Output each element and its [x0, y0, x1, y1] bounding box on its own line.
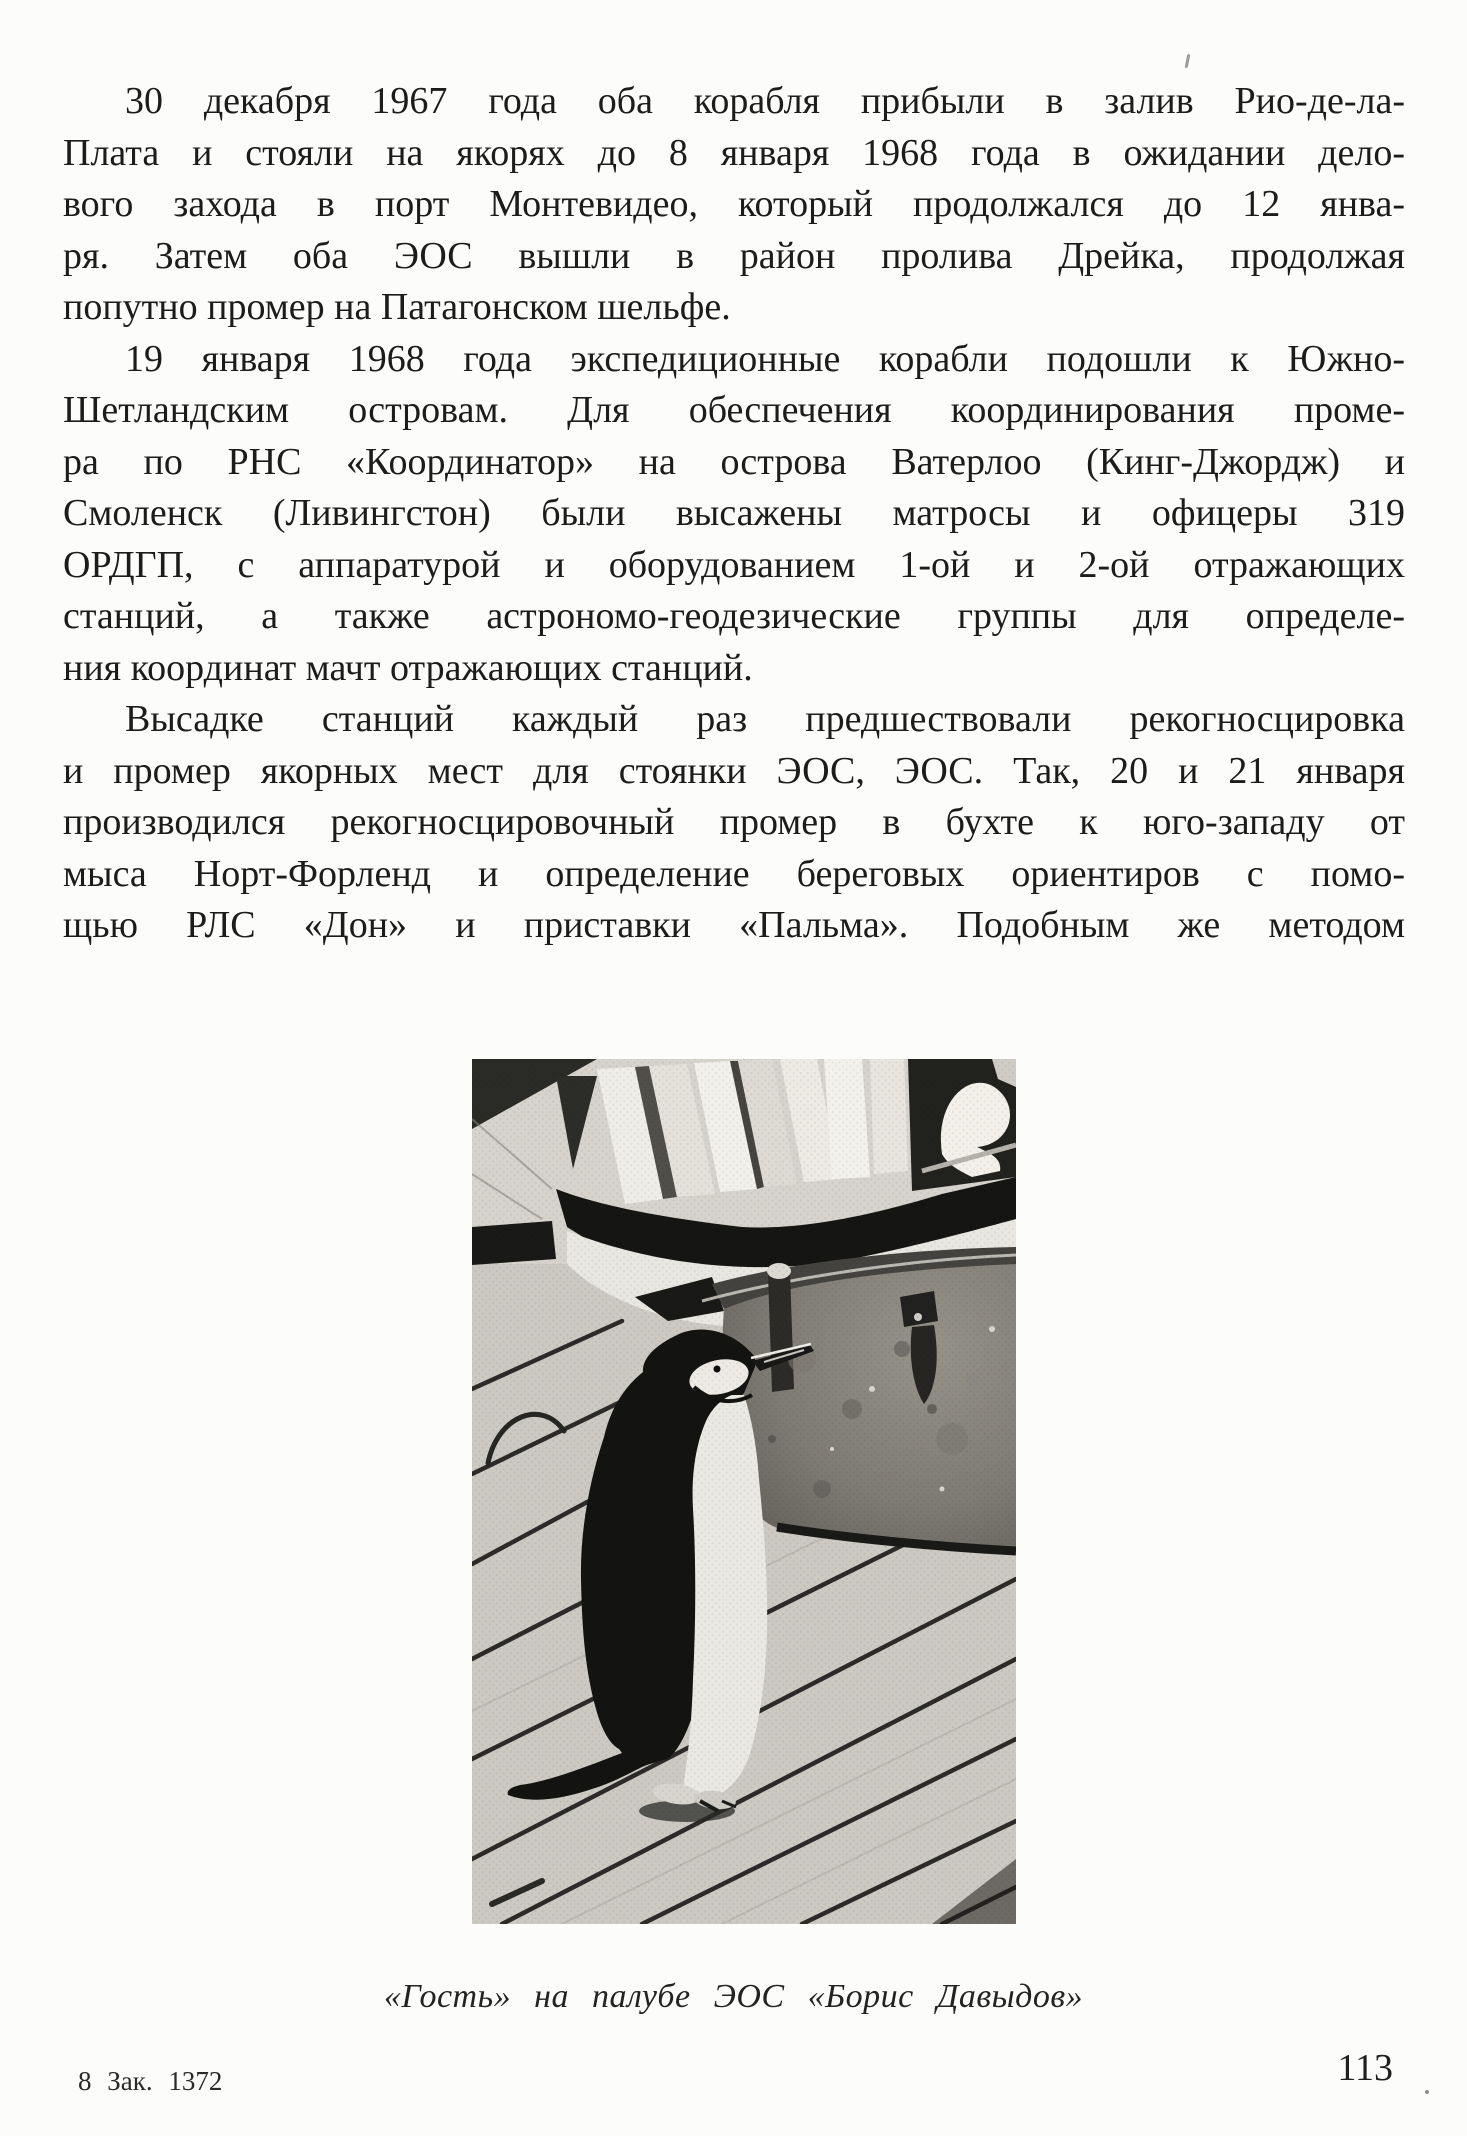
text-line: ОРДГП, с аппаратурой и оборудованием 1-ой и 2-ой отражающих	[63, 543, 1405, 586]
text-line: и промер якорных мест для стоянки ЭОС, ЭОС. Так, 20 и 21 января	[63, 749, 1405, 792]
photo-illustration	[472, 1059, 1016, 1924]
body-text	[63, 76, 1405, 952]
scan-artifact	[1425, 2090, 1429, 2094]
penguin-photo	[472, 1059, 1016, 1924]
halftone-overlay	[472, 1059, 1016, 1924]
text-line: 30 декабря 1967 года оба корабля прибыли в залив Рио-де-ла-	[125, 80, 1405, 122]
photo-caption: «Гость» на палубе ЭОС «Борис Давыдов»	[383, 1978, 1084, 2015]
text-line: ра по РНС «Координатор» на острова Ватерлоо (Кинг-Джордж) и	[63, 440, 1405, 483]
text-line: ря. Затем оба ЭОС вышли в район пролива Дрейка, продолжая	[63, 234, 1405, 277]
text-line: Высадке станций каждый раз предшествовали рекогносцировка	[125, 698, 1405, 740]
text-line: ния координат мачт отражающих станций.	[63, 646, 753, 689]
text-line: щью РЛС «Дон» и приставки «Пальма». Подобным же методом	[63, 904, 1405, 946]
text-line: попутно промер на Патагонском шельфе.	[63, 286, 731, 328]
scan-artifact	[1185, 54, 1191, 68]
text-line: мыса Норт-Форленд и определение береговых ориентиров с помо-	[63, 852, 1405, 895]
text-line: станций, а также астрономо-геодезические группы для определе-	[63, 595, 1405, 637]
text-line: производился рекогносцировочный промер в бухте к юго-западу от	[63, 801, 1405, 843]
text-line: Смоленск (Ливингстон) были высажены матросы и офицеры 319	[63, 492, 1405, 534]
text-line: Плата и стояли на якорях до 8 января 1968 года в ожидании дело-	[63, 131, 1405, 174]
text-line: 19 января 1968 года экспедиционные корабли подошли к Южно-	[125, 337, 1405, 380]
text-line: Шетландским островам. Для обеспечения координирования проме-	[63, 389, 1405, 431]
page-number: 113	[1337, 2047, 1393, 2089]
print-signature: 8 Зак. 1372	[78, 2066, 223, 2096]
text-line: вого захода в порт Монтевидео, который продолжался до 12 янва-	[63, 183, 1405, 225]
